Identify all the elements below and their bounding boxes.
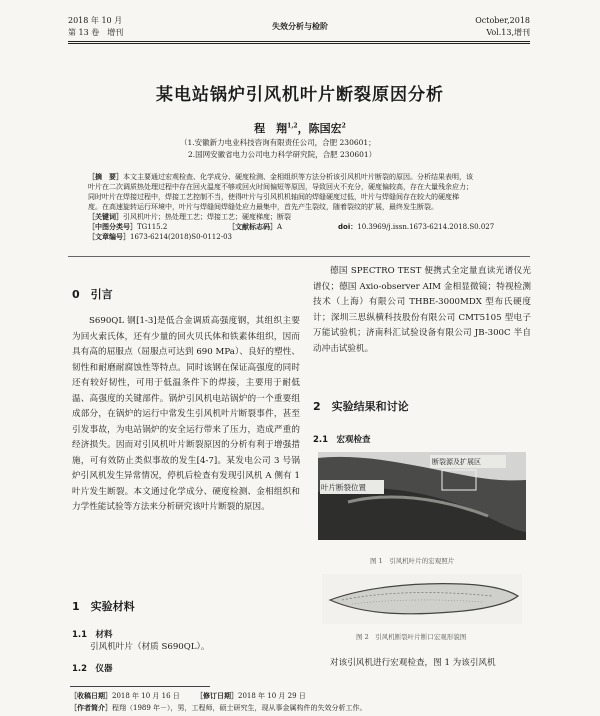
keywords-label: ［关键词］ [88, 213, 123, 221]
received-date: 2018 年 10 月 16 日 [112, 692, 180, 700]
header-left-date: 2018 年 10 月 [68, 16, 123, 25]
article-title: 某电站锅炉引风机叶片断裂原因分析 [156, 85, 444, 105]
instruments-paragraph: 德国 SPECTRO TEST 便携式全定量直读光谱仪光谱仪；德国 Axio-observer AIM 金相显微镜；特视检测技术（上海）有限公司 THBE-3000MDX 型布氏硬度计；深圳三思纵横科技股份有限公司 CMT5105 型电子万能试验机；济南科汇试验设备有限公司 JB-300C 半自动冲击试验机。 [313, 266, 531, 354]
subsection-2-1-heading: 2.1 宏观检查 [313, 435, 371, 445]
section-1-heading: 1 实验材料 [72, 600, 135, 613]
header-rule [68, 41, 530, 42]
author-bio [70, 702, 367, 714]
article-number-label: ［文章编号］ [88, 233, 130, 241]
abstract-text-4: 度。在高速旋转运行环境中，叶片与焊缝间焊缝处应力最集中，首先产生裂纹，随着裂纹的扩展，最终发生断裂。 [88, 203, 438, 211]
section-0-heading: 0 引言 [72, 288, 113, 301]
article-number: 1673-6214(2018)S0-0112-03 [130, 233, 232, 241]
footnote-rule [70, 686, 210, 687]
doc-code-label: ［文献标志码］ [228, 223, 277, 231]
author-2: 陈国宏 [308, 122, 342, 135]
doi-label: doi： [338, 223, 358, 231]
figure-2-caption: 图 2 引风机断裂叶片断口宏观形貌图 [356, 633, 467, 641]
clc-number: TG115.2 [137, 223, 168, 231]
revised-label: ［修订日期］ [196, 691, 238, 700]
doi: 10.3969/j.issn.1673-6214.2018.S0.027 [357, 223, 495, 231]
macro-inspection-text: 对该引风机进行宏观检查，图 1 为该引风机 [330, 658, 496, 668]
figure-1-caption: 图 1 引风机叶片的宏观照片 [370, 557, 455, 565]
author-1-affiliation: 1,2 [287, 122, 298, 130]
abstract-text-1: 本文主要通过宏观检查、化学成分、硬度检测、金相组织等方法分析该引风机叶片断裂的原因。分析结果表明，该 [123, 173, 473, 181]
header-rule-2 [68, 43, 530, 44]
header-right-date: October,2018 [475, 16, 530, 25]
subsection-1-1-heading: 1.1 材料 [72, 630, 113, 640]
clc-label: ［中图分类号］ [88, 223, 137, 231]
abstract-bottom-rule [68, 256, 530, 257]
figure-1-label-fracture-position: 叶片断裂位置 [321, 483, 366, 492]
material-text: 引风机叶片（材质 S690QL）。 [90, 642, 210, 652]
revised-date: 2018 年 10 月 29 日 [238, 692, 306, 700]
abstract-text-3: 同时叶片在焊接过程中，焊接工艺控制不当，使得叶片与引风机机轴间的焊缝硬度过低，叶片与焊缝间存在较大的硬度梯 [88, 193, 459, 201]
affiliation-1: （1.安徽新力电业科技咨询有限责任公司，合肥 230601； [180, 138, 376, 147]
received-revised-dates [70, 690, 306, 702]
affiliation-2: 2.国网安徽省电力公司电力科学研究院，合肥 230601） [188, 150, 377, 159]
author-line [0, 120, 600, 136]
doc-code: A [277, 223, 283, 231]
keywords: 引风机叶片；热处理工艺；焊接工艺；硬度梯度；断裂 [123, 213, 291, 221]
author-2-affiliation: 2 [341, 122, 346, 130]
figure-1-label-fracture-source: 断裂源及扩展区 [432, 458, 481, 466]
figure-1-photo [318, 452, 526, 540]
author-separator: ， [297, 122, 309, 135]
author-bio-text: 程翔（1989 年－），男，工程师，硕士研究生，现从事金属构件的失效分析工作。 [112, 704, 367, 712]
abstract-label: ［摘 要］ [88, 173, 123, 181]
received-label: ［收稿日期］ [70, 691, 112, 700]
abstract-text-2: 叶片在二次调质热处理过程中存在回火温度不够或回火时间偏短等原因，导致回火不充分，硬度偏较高，存在大量残余应力； [88, 183, 473, 191]
header-left-volume: 第 13 卷 增刊 [68, 28, 124, 37]
section-2-heading: 2 实验结果和讨论 [313, 400, 409, 413]
intro-paragraph: S690QL 钢[1-3]是低合金调质高强度钢，其组织主要为回火索氏体，还有少量的回火贝氏体和铁素体组织，因而具有高的屈服点（屈服点可达到 690 MPa）、良好的塑性、韧性和耐磨耐腐蚀性等特点。同时该钢在保证高强度的同时还有较好韧性，可用于低温条件下的焊接，主要用于耐低温、高强度的关键部件。锅炉引风机电站锅炉的一个重要组成部分，在锅炉的运行中常发生引风机叶片断裂事件，甚至引发事故，为电站锅炉的安全运行带来了压力，造成严重的经济损失。因而对引风机叶片断裂原因的分析有利于增强措施，可有效防止类似事故的发生[4-7]。某发电公司 3 号锅炉引风机发生异常情况，停机后检查有发现引风机 A 侧有 1 叶片发生断裂。本文通过化学成分、硬度检测、金相组织和力学性能试验等方法来分析研究该叶片断裂的原因。 [72, 316, 300, 512]
figure-2-photo [322, 574, 522, 624]
abstract-block [88, 172, 530, 242]
author-bio-label: ［作者简介］ [70, 703, 112, 712]
header-journal-title: 失效分析与检阶 [272, 22, 328, 31]
author-1: 程 翔 [254, 122, 288, 135]
subsection-1-2-heading: 1.2 仪器 [72, 664, 113, 674]
header-right-volume: Vol.13,增刊 [486, 28, 530, 37]
